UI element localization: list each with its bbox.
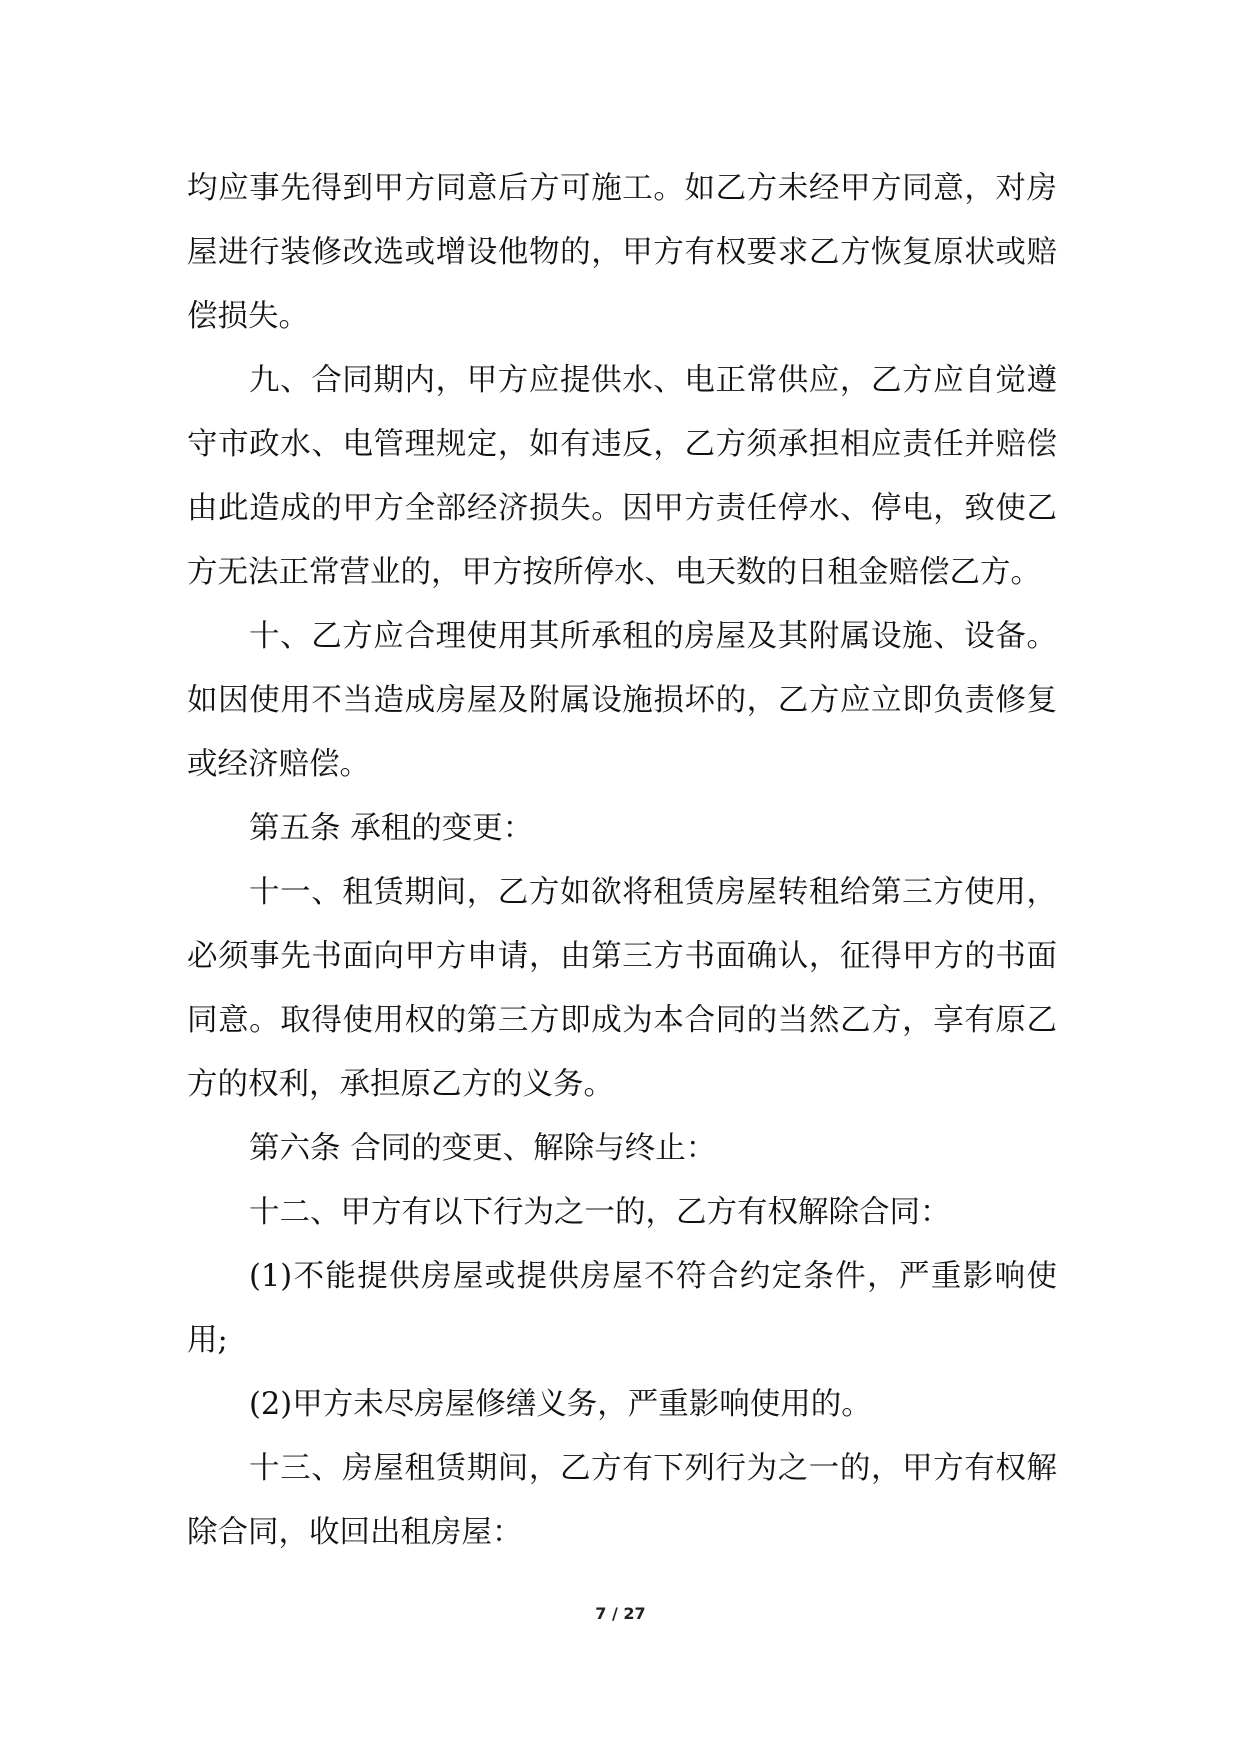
paragraph-clause-9: 九、合同期内，甲方应提供水、电正常供应，乙方应自觉遵守市政水、电管理规定，如有违反，乙方须承担相应责任并赔偿由此造成的甲方全部经济损失。因甲方责任停水、停电，致使乙方无法正常营业的，甲方按所停水、电天数的日租金赔偿乙方。 <box>187 363 1057 590</box>
section-heading-article-6: 第六条 合同的变更、解除与终止： <box>249 1131 717 1166</box>
document-body <box>187 157 1057 1565</box>
list-item-1: (1)不能提供房屋或提供房屋不符合约定条件，严重影响使用; <box>187 1259 1057 1358</box>
paragraph-continuation: 均应事先得到甲方同意后方可施工。如乙方未经甲方同意，对房屋进行装修改选或增设他物的，甲方有权要求乙方恢复原状或赔偿损失。 <box>187 171 1057 334</box>
paragraph-clause-13: 十三、房屋租赁期间，乙方有下列行为之一的，甲方有权解除合同，收回出租房屋： <box>187 1451 1057 1550</box>
list-item-2: (2)甲方未尽房屋修缮义务，严重影响使用的。 <box>249 1387 872 1422</box>
paragraph-clause-10: 十、乙方应合理使用其所承租的房屋及其附属设施、设备。如因使用不当造成房屋及附属设施损坏的，乙方应立即负责修复或经济赔偿。 <box>187 619 1057 782</box>
page-number: 7 / 27 <box>595 1604 646 1623</box>
section-heading-article-5: 第五条 承租的变更： <box>249 811 534 846</box>
paragraph-clause-12: 十二、甲方有以下行为之一的，乙方有权解除合同： <box>249 1195 951 1230</box>
paragraph-clause-11: 十一、租赁期间，乙方如欲将租赁房屋转租给第三方使用，必须事先书面向甲方申请，由第三方书面确认，征得甲方的书面同意。取得使用权的第三方即成为本合同的当然乙方，享有原乙方的权利，承担原乙方的义务。 <box>187 875 1057 1102</box>
